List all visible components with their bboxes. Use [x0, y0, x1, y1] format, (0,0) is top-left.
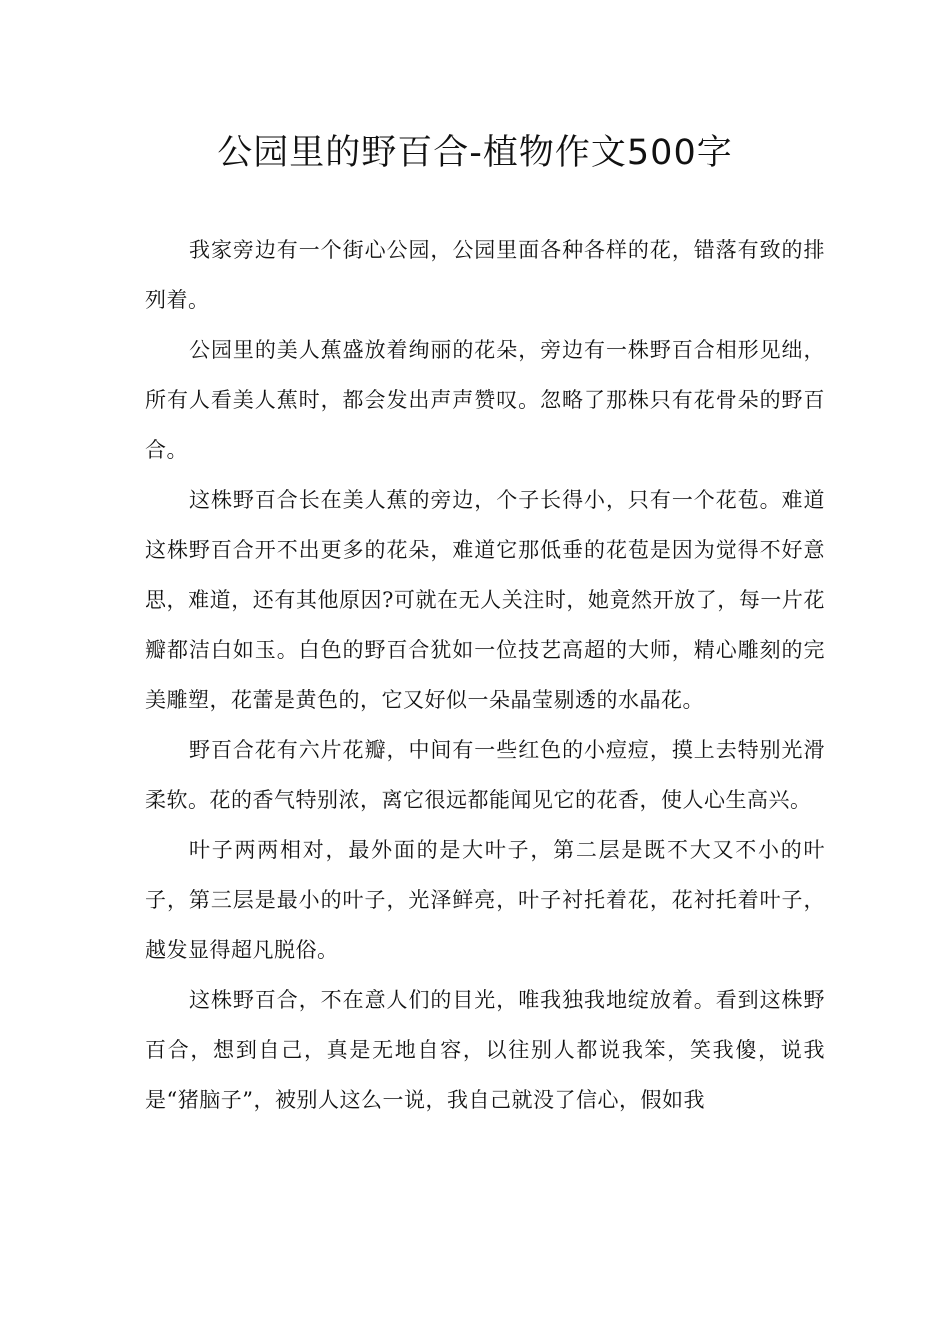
document-body: [145, 225, 825, 1125]
paragraph-3: 这株野百合长在美人蕉的旁边，个子长得小，只有一个花苞。难道这株野百合开不出更多的花朵，难道它那低垂的花苞是因为觉得不好意思，难道，还有其他原因?可就在无人关注时，她竟然开放了，每一片花瓣都洁白如玉。白色的野百合犹如一位技艺高超的大师，精心雕刻的完美雕塑，花蕾是黄色的，它又好似一朵晶莹剔透的水晶花。: [145, 488, 825, 712]
paragraph-2: 公园里的美人蕉盛放着绚丽的花朵，旁边有一株野百合相形见绌，所有人看美人蕉时，都会发出声声赞叹。忽略了那株只有花骨朵的野百合。: [145, 338, 825, 462]
paragraph-5: 叶子两两相对，最外面的是大叶子，第二层是既不大又不小的叶子，第三层是最小的叶子，光泽鲜亮，叶子衬托着花，花衬托着叶子，越发显得超凡脱俗。: [145, 838, 825, 962]
paragraph-4: 野百合花有六片花瓣，中间有一些红色的小痘痘，摸上去特别光滑柔软。花的香气特别浓，离它很远都能闻见它的花香，使人心生高兴。: [145, 738, 825, 812]
document-title: 公园里的野百合-植物作文500字: [217, 133, 733, 173]
paragraph-6: 这株野百合，不在意人们的目光，唯我独我地绽放着。看到这株野百合，想到自己，真是无地自容，以往别人都说我笨，笑我傻，说我是“猪脑子”，被别人这么一说，我自己就没了信心，假如我: [145, 988, 825, 1112]
paragraph-1: 我家旁边有一个街心公园，公园里面各种各样的花，错落有致的排列着。: [145, 238, 825, 312]
